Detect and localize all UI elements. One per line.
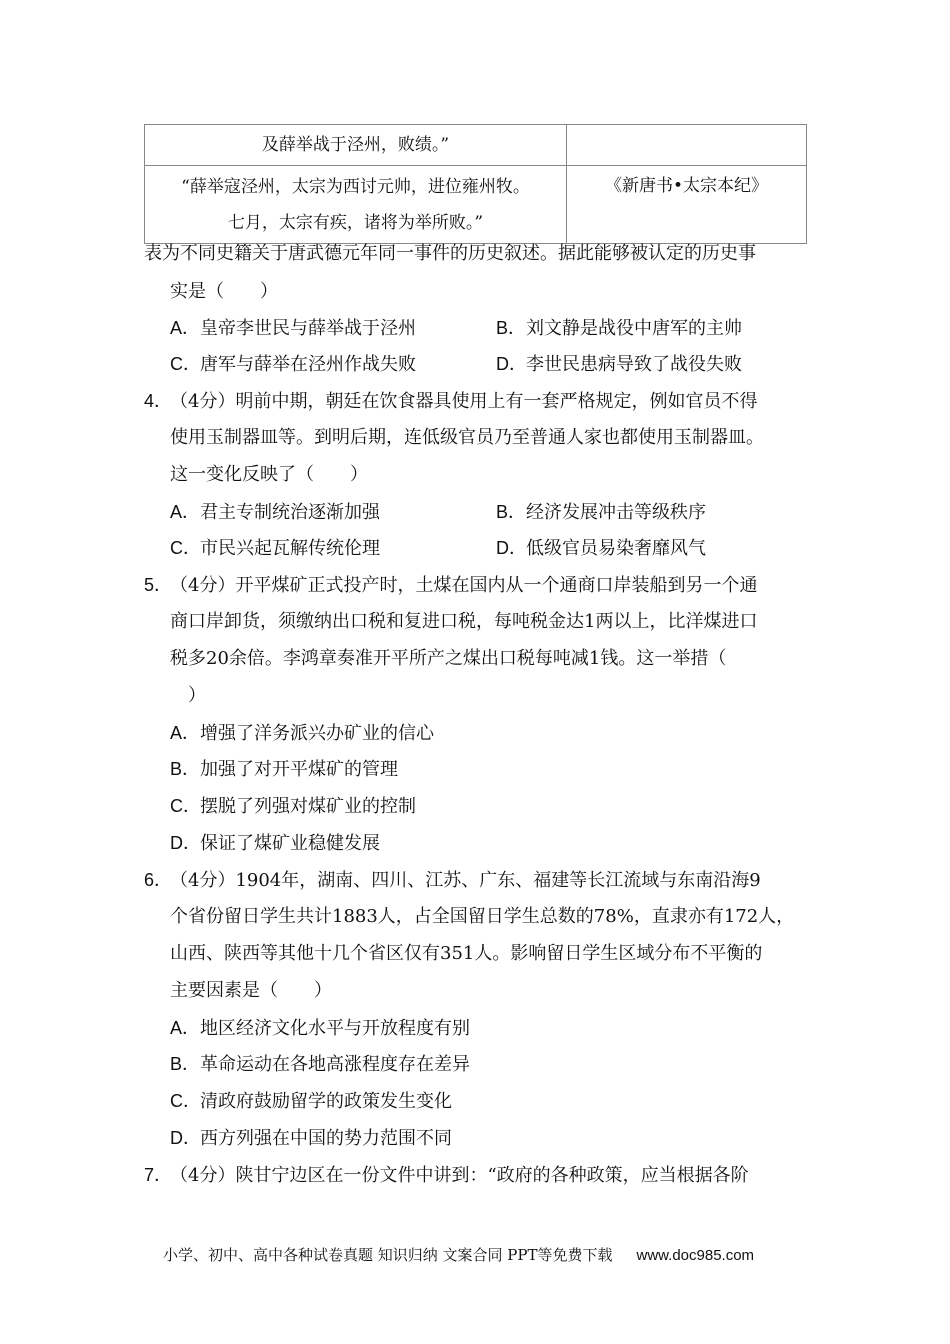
option-letter: A． (170, 318, 201, 338)
option-text: 加强了对开平煤矿的管理 (200, 759, 398, 780)
page-footer (163, 1244, 754, 1265)
table-row (145, 125, 807, 166)
q6-option-c[interactable] (170, 1089, 452, 1114)
q5-option-d[interactable] (170, 831, 380, 856)
option-text: 清政府鼓励留学的政策发生变化 (200, 1091, 452, 1112)
stem-text: （4分）明前中期，朝廷在饮食器具使用上有一套严格规定，例如官员不得 (170, 391, 758, 412)
q6-stem-line (144, 868, 761, 893)
option-text: 保证了煤矿业稳健发展 (200, 833, 380, 854)
option-letter: A． (170, 723, 201, 743)
q5-stem-line: 税多20余倍。李鸿章奏准开平所产之煤出口税每吨减1钱。这一举措（ (170, 648, 727, 669)
option-text: 李世民患病导致了战役失败 (526, 354, 742, 375)
option-letter: A． (170, 502, 201, 522)
q6-stem-line: 山西、陕西等其他十几个省区仅有351人。影响留日学生区域分布不平衡的 (170, 943, 763, 964)
option-text: 低级官员易染奢靡风气 (526, 538, 706, 559)
q5-stem-line: 商口岸卸货，须缴纳出口税和复进口税，每吨税金达1两以上，比洋煤进口 (170, 611, 758, 632)
option-letter: D． (496, 354, 527, 374)
question-number: 7． (144, 1165, 173, 1185)
option-text: 市民兴起瓦解传统伦理 (200, 538, 380, 559)
table-row (145, 166, 807, 244)
q5-option-b[interactable] (170, 757, 398, 782)
option-text: 增强了洋务派兴办矿业的信心 (200, 723, 434, 744)
option-letter: C． (170, 538, 201, 558)
option-text: 刘文静是战役中唐军的主帅 (526, 318, 742, 339)
stem-text: （4分）1904年，湖南、四川、江苏、广东、福建等长江流域与东南沿海9 (170, 870, 761, 891)
option-letter: C． (170, 354, 201, 374)
option-letter: A． (170, 1018, 201, 1038)
option-letter: B． (170, 1054, 201, 1074)
q4-option-c[interactable] (170, 536, 380, 561)
q4-option-b[interactable] (496, 500, 706, 525)
option-text: 经济发展冲击等级秩序 (526, 502, 706, 523)
q5-option-a[interactable] (170, 721, 434, 746)
q4-stem-line: 这一变化反映了（ ） (170, 464, 368, 485)
option-letter: D． (496, 538, 527, 558)
option-text: 摆脱了列强对煤矿业的控制 (200, 796, 416, 817)
q6-option-d[interactable] (170, 1126, 452, 1151)
table-cell-quote: 及薛举战于泾州，败绩。” (145, 125, 567, 166)
option-text: 皇帝李世民与薛举战于泾州 (200, 318, 416, 339)
footer-text: 小学、初中、高中各种试卷真题 知识归纳 文案合同 PPT等免费下载 (163, 1246, 613, 1264)
option-letter: D． (170, 833, 201, 853)
q4-option-a[interactable] (170, 500, 380, 525)
option-text: 地区经济文化水平与开放程度有别 (200, 1018, 470, 1039)
q6-stem-line: 主要因素是（ ） (170, 980, 332, 1001)
q3-option-d[interactable] (496, 352, 742, 377)
table-cell-quote (145, 166, 567, 244)
option-letter: D． (170, 1128, 201, 1148)
option-letter: B． (170, 759, 201, 779)
q4-stem-line (144, 389, 757, 414)
q5-stem-line: ） (188, 685, 206, 706)
question-number: 6． (144, 870, 173, 890)
stem-text: （4分）开平煤矿正式投产时，土煤在国内从一个通商口岸装船到另一个通 (170, 575, 758, 596)
q5-stem-line (144, 573, 757, 598)
table-cell-source: 《新唐书•太宗本纪》 (567, 166, 807, 244)
option-letter: C． (170, 1091, 201, 1111)
question-number: 4． (144, 391, 173, 411)
q3-option-b[interactable] (496, 316, 742, 341)
q6-option-a[interactable] (170, 1016, 470, 1041)
table-cell-source (567, 125, 807, 166)
q6-stem-line: 个省份留日学生共计1883人，占全国留日学生总数的78%，直隶亦有172人， (170, 906, 795, 927)
q3-option-a[interactable] (170, 316, 416, 341)
option-text: 西方列强在中国的势力范围不同 (200, 1128, 452, 1149)
footer-link[interactable]: www.doc985.com (636, 1247, 755, 1264)
stem-text: （4分）陕甘宁边区在一份文件中讲到：“政府的各种政策，应当根据各阶 (170, 1165, 749, 1186)
option-letter: B． (496, 318, 527, 338)
q7-stem-line (144, 1163, 749, 1188)
option-letter: C． (170, 796, 201, 816)
q6-option-b[interactable] (170, 1052, 470, 1077)
option-text: 革命运动在各地高涨程度存在差异 (200, 1054, 470, 1075)
q3-stem-line: 表为不同史籍关于唐武德元年同一事件的历史叙述。据此能够被认定的历史事 (144, 243, 756, 264)
option-text: 君主专制统治逐渐加强 (200, 502, 380, 523)
option-text: 唐军与薛举在泾州作战失败 (200, 354, 416, 375)
q3-option-c[interactable] (170, 352, 416, 377)
q4-stem-line: 使用玉制器皿等。到明后期，连低级官员乃至普通人家也都使用玉制器皿。 (170, 427, 764, 448)
q4-option-d[interactable] (496, 536, 706, 561)
quote-line: “薛举寇泾州，太宗为西讨元帅，进位雍州牧。 (181, 176, 530, 197)
q3-stem-line: 实是（ ） (170, 281, 278, 302)
source-table (144, 124, 807, 244)
q5-option-c[interactable] (170, 794, 416, 819)
option-letter: B． (496, 502, 527, 522)
question-number: 5． (144, 575, 173, 595)
quote-line: 七月，太宗有疾，诸将为举所败。” (227, 212, 484, 233)
